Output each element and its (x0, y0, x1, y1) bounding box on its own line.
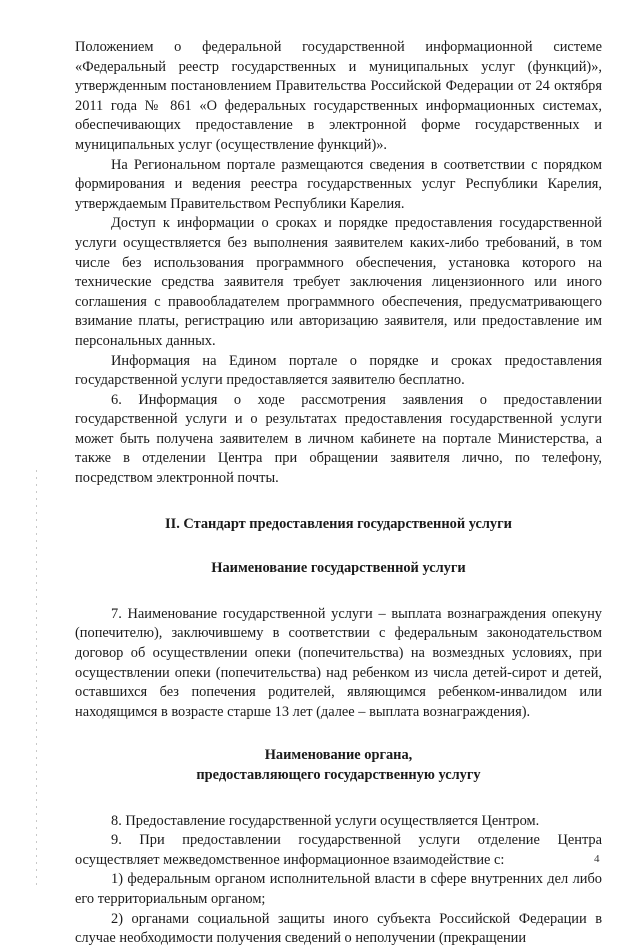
paragraph-unified-portal: Информация на Едином портале о порядке и сроках предоставления государственной услуги предоставляется заявителю бесплатно. (75, 352, 602, 389)
page-number: 4 (594, 853, 600, 865)
subheading-authority-line1: Наименование органа, (264, 747, 413, 764)
paragraph-9-item-2: 2) органами социальной защиты иного субъекта Российской Федерации в случае необходимости получения сведений о неполучении (прекращении (75, 910, 602, 947)
paragraph-6-progress-info: 6. Информация о ходе рассмотрения заявления о предоставлении государственной услуги и о результатах предоставления государственной услуги может быть получена заявителем в личном кабинете на портале Министерства, а также в отделении Центра при обращении заявителя лично, по телефону, посредством электронной почты. (75, 391, 602, 487)
paragraph-regional-portal: На Региональном портале размещаются сведения в соответствии с порядком формирования и ведения реестра государственных услуг Республики Карелия, утверждаемым Правительством Республики Карелия. (75, 156, 602, 212)
section-heading: II. Стандарт предоставления государственной услуги (165, 515, 512, 532)
subheading-authority-line2: предоставляющего государственную услугу (196, 767, 481, 783)
spacer (75, 579, 602, 605)
spacer (75, 786, 602, 812)
subheading-service-name: Наименование государственной услуги (211, 560, 466, 577)
document-body (75, 38, 602, 949)
paragraph-7-service-name: 7. Наименование государственной услуги – выплата вознаграждения опекуну (попечителю), заключившему в соответствии с федеральным законодательством договор об осуществлении опеки (попечительства) на возмездных условиях, при осуществлении опеки (попечительства) над ребенком из числа детей-сирот и детей, оставшихся без попечения родителей, являющимся ребенком-инвалидом или находящимся в возрасте старше 13 лет (далее – выплата вознаграждения). (75, 605, 602, 720)
paragraph-9: 9. При предоставлении государственной услуги отделение Центра осуществляет межведомственное информационное взаимодействие с: (75, 832, 602, 868)
paragraph-8: 8. Предоставление государственной услуги осуществляется Центром. (111, 812, 540, 829)
paragraph-9-item-1: 1) федеральным органом исполнительной власти в сфере внутренних дел либо его территориальным органом; (75, 871, 602, 907)
scan-edge-marks (36, 470, 37, 890)
spacer (75, 722, 602, 746)
paragraph-federal-registry: Положением о федеральной государственной информационной системе «Федеральный реестр государственных и муниципальных услуг (функций)», утвержденным постановлением Правительства Российской Федерации от 24 октября 2011 года № 861 «О федеральных государственных информационных системах, обеспечивающих предоставление в электронной форме государственных и муниципальных услуг (осуществление функций)». (75, 39, 602, 153)
paragraph-access-info: Доступ к информации о сроках и порядке предоставления государственной услуги осуществляется без выполнения заявителем каких-либо требований, в том числе без использования программного обеспечения, установка которого на технические средства заявителя требует заключения лицензионного или иного соглашения с правообладателем программного обеспечения, предусматривающего взимание платы, регистрацию или авторизацию заявителя, или предоставление им персональных данных. (75, 215, 602, 349)
